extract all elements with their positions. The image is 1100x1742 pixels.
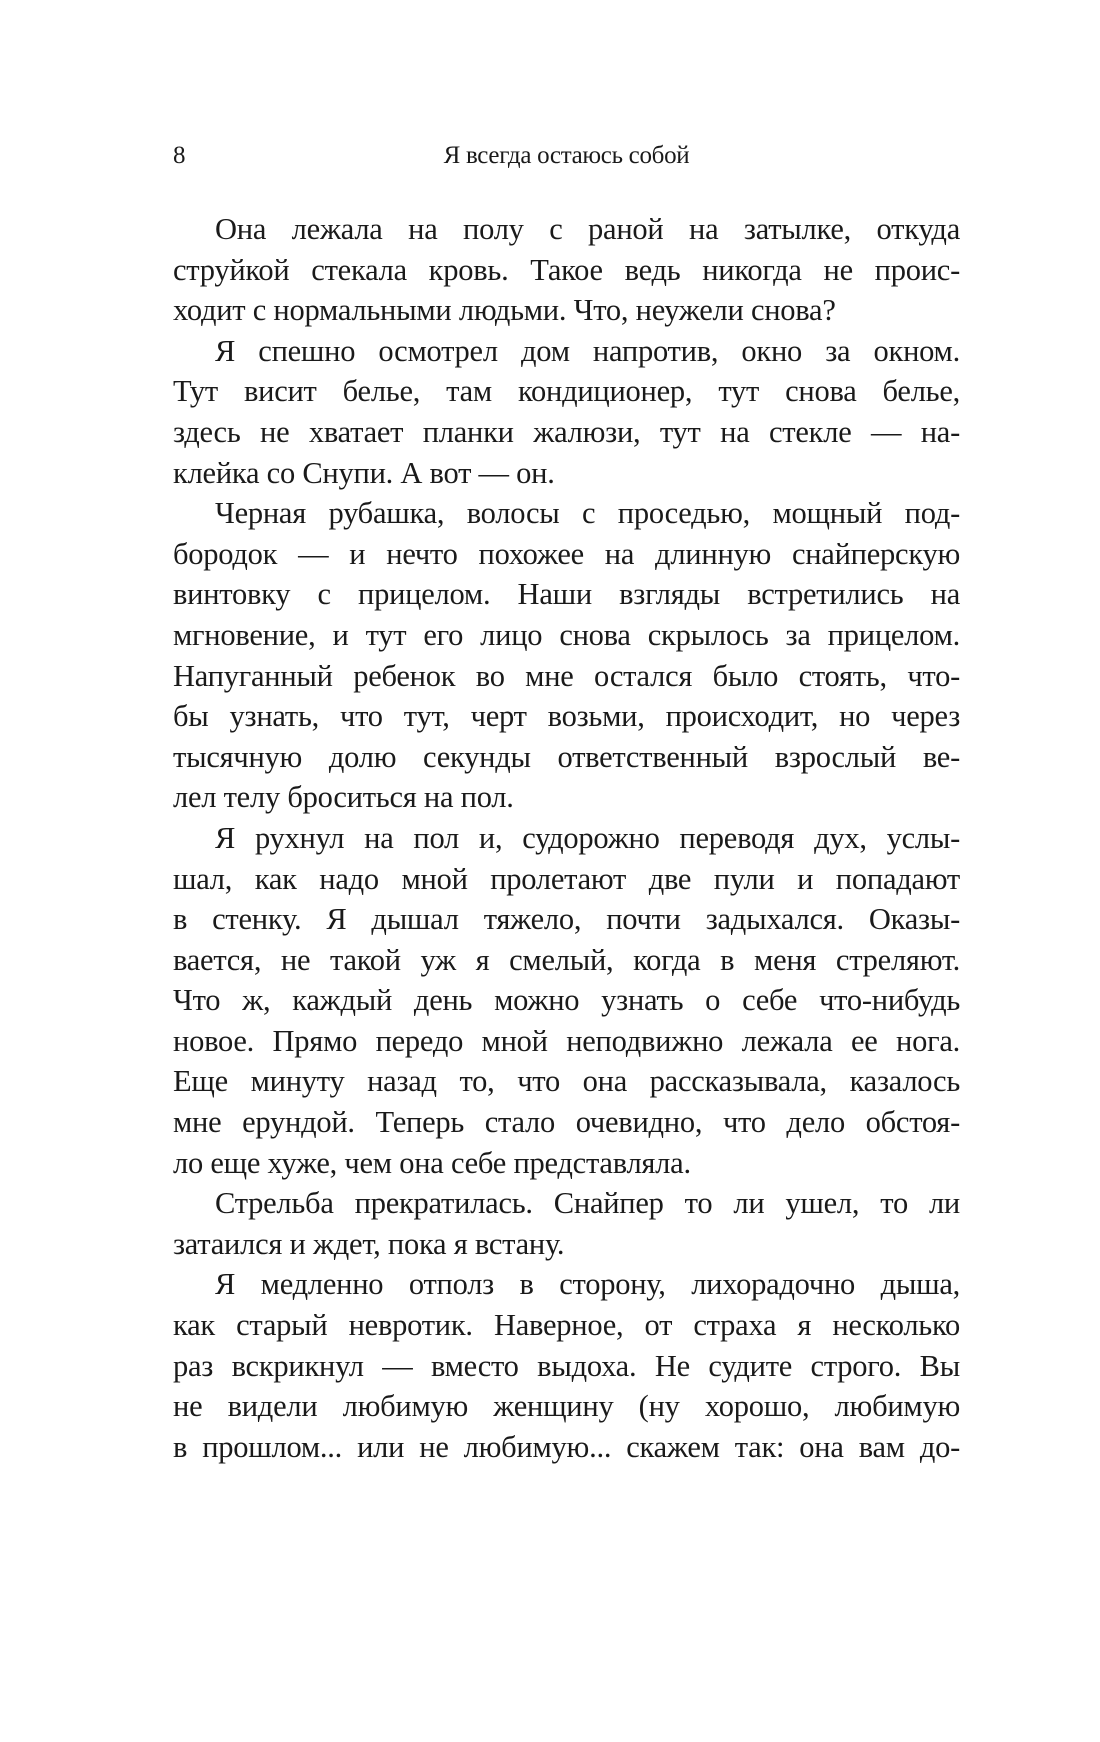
body-text	[173, 209, 960, 1467]
text-line: ло еще хуже, чем она себе представляла.	[173, 1145, 691, 1180]
text-line: мгновение, и тут его лицо снова скрылось за прицелом.	[173, 617, 960, 652]
paragraph	[173, 493, 960, 818]
text-line: Тут висит белье, там кондиционер, тут снова белье,	[173, 374, 960, 409]
running-header	[173, 140, 960, 172]
text-line: Еще минуту назад то, что она рассказывала, казалось	[173, 1064, 960, 1099]
text-line: бородок — и нечто похожее на длинную снайперскую	[173, 536, 960, 571]
text-line: в прошлом... или не любимую... скажем так: она вам до-	[173, 1429, 960, 1464]
paragraph	[173, 1264, 960, 1467]
paragraph	[173, 209, 960, 331]
running-title: Я всегда остаюсь собой	[443, 142, 690, 169]
text-line: Что ж, каждый день можно узнать о себе что-нибудь	[173, 983, 960, 1018]
text-line: лел телу броситься на пол.	[173, 780, 514, 815]
text-line: здесь не хватает планки жалюзи, тут на стекле — на-	[173, 414, 960, 449]
text-line: новое. Прямо передо мной неподвижно лежала ее нога.	[173, 1023, 960, 1058]
text-line: как старый невротик. Наверное, от страха я несколько	[173, 1308, 960, 1343]
text-line: винтовку с прицелом. Наши взгляды встретились на	[173, 577, 960, 612]
paragraph	[173, 818, 960, 1183]
text-line: Напуганный ребенок во мне остался было стоять, что-	[173, 658, 960, 693]
text-line: раз вскрикнул — вместо выдоха. Не судите строго. Вы	[173, 1348, 960, 1383]
text-line: клейка со Снупи. А вот — он.	[173, 455, 555, 490]
text-line: Я спешно осмотрел дом напротив, окно за окном.	[215, 333, 960, 368]
paragraph	[173, 1183, 960, 1264]
text-line: Черная рубашка, волосы с проседью, мощный под-	[215, 496, 960, 531]
text-line: Стрельба прекратилась. Снайпер то ли ушел, то ли	[215, 1186, 960, 1221]
page-number: 8	[173, 142, 186, 169]
text-line: ходит с нормальными людьми. Что, неужели снова?	[173, 293, 836, 328]
text-line: тысячную долю секунды ответственный взрослый ве-	[173, 739, 960, 774]
paragraph	[173, 331, 960, 493]
text-line: Я рухнул на пол и, судорожно переводя дух, услы-	[215, 820, 960, 855]
text-line: Она лежала на полу с раной на затылке, откуда	[215, 212, 960, 246]
text-line: в стенку. Я дышал тяжело, почти задыхался. Оказы-	[173, 902, 960, 937]
text-line: струйкой стекала кровь. Такое ведь никогда не проис-	[173, 252, 960, 287]
text-line: Я медленно отполз в сторону, лихорадочно дыша,	[215, 1267, 960, 1302]
text-line: затаился и ждет, пока я встану.	[173, 1226, 565, 1261]
text-line: бы узнать, что тут, черт возьми, происходит, но через	[173, 699, 960, 734]
text-line: мне ерундой. Теперь стало очевидно, что дело обстоя-	[173, 1105, 960, 1140]
text-line: шал, как надо мной пролетают две пули и попадают	[173, 861, 960, 896]
text-line: не видели любимую женщину (ну хорошо, любимую	[173, 1389, 960, 1424]
text-line: вается, не такой уж я смелый, когда в меня стреляют.	[173, 942, 960, 977]
